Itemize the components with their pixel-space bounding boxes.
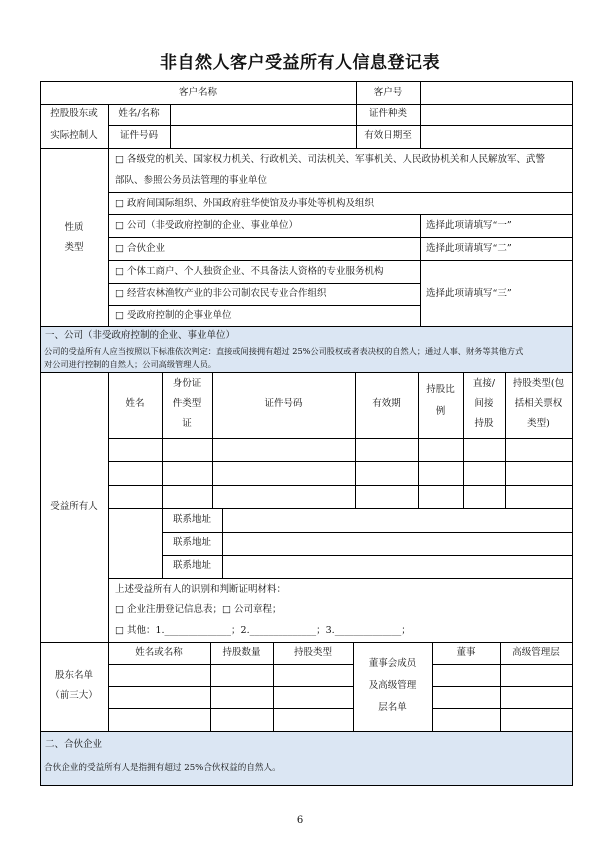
shareholders-label-1: 股东名单 [54,670,93,681]
col-name: 姓名 [125,398,145,409]
col-idtype-0: 证 [182,418,192,429]
col-idtype-1: 身份证 [172,378,202,389]
page-number: 6 [296,815,304,826]
board-label-2: 及高级管理 [368,680,417,691]
nature-option-2[interactable]: □ 政府间国际组织、外国政府驻华使馆及办事处等机构及组织 [115,198,374,209]
col-ratio-1: 持股比 [426,384,455,395]
nature-option-6[interactable]: □ 经营农林渔牧产业的非公司制农民专业合作组织 [115,288,327,299]
nature-label-2: 类型 [64,242,84,253]
contact-address-3: 联系地址 [172,560,211,571]
section2-heading: 二、合伙企业 [45,739,103,750]
board-label-3: 层名单 [378,702,407,713]
col-valid: 有效期 [372,398,401,409]
sh-col-type: 持股类型 [293,647,332,658]
section1-desc-2: 对公司进行控制的自然人；公司高级管理人员。 [44,359,216,369]
col-senior: 高级管理层 [512,647,560,658]
name-label: 姓名/名称 [118,108,160,119]
valid-until-label: 有效日期至 [364,130,412,141]
nature-option-3[interactable]: □ 公司（非受政府控制的企业、事业单位） [115,220,298,231]
col-idtype-2: 件类型 [172,398,202,409]
nature-option-4-note: 选择此项请填写“二” [426,243,512,254]
id-type-label: 证件种类 [368,108,407,119]
nature-option-5[interactable]: □ 个体工商户、个人独资企业、不具备法人资格的专业服务机构 [115,266,384,277]
materials-option-1[interactable]: □ 企业注册登记信息表；□ 公司章程； [115,604,282,615]
col-direct-3: 持股 [474,418,494,429]
section2-band [40,731,573,786]
sh-col-qty: 持股数量 [222,647,261,658]
client-name-label: 客户名称 [178,87,217,98]
sh-col-name: 姓名或名称 [135,647,183,658]
contact-address-1: 联系地址 [172,514,211,525]
section1-heading: 一、公司（非受政府控制的企业、事业单位） [45,330,236,341]
col-direct-2: 间接 [474,398,494,409]
col-type-3: 类型) [527,418,550,429]
nature-option-3-note: 选择此项请填写“一” [426,220,512,231]
col-type-2: 括相关票权 [514,398,563,409]
board-label-1: 董事会成员 [368,658,417,669]
nature-option-6-note: 选择此项请填写“三” [426,288,512,299]
id-no-label: 证件号码 [119,130,158,141]
client-no-label: 客户号 [373,87,403,98]
controller-label-2: 实际控制人 [50,130,98,141]
col-direct-1: 直接/ [472,378,496,389]
nature-label-1: 性质 [64,222,84,233]
materials-option-2[interactable]: □ 其他：1.______________；2.______________；3.______________； [115,625,411,636]
materials-label: 上述受益所有人的识别和判断证明材料： [115,584,287,595]
col-idno: 证件号码 [264,398,303,409]
nature-option-7[interactable]: □ 受政府控制的企事业单位 [115,310,232,321]
col-ratio-2: 例 [435,406,446,417]
col-type-1: 持股类型(包 [512,378,565,389]
nature-option-1-line1[interactable]: □ 各级党的机关、国家权力机关、行政机关、司法机关、军事机关、人民政协机关和人民解放军、武警 [115,154,545,165]
section2-desc: 合伙企业的受益所有人是指拥有超过 25%合伙权益的自然人。 [44,763,281,773]
page-title: 非自然人客户受益所有人信息登记表 [160,53,440,73]
shareholders-label-2: （前三大） [50,690,98,701]
beneficiary-label: 受益所有人 [50,501,98,512]
section1-desc-1: 公司的受益所有人应当按照以下标准依次判定：直接或间接拥有超过 25%公司股权或者表决权的自然人；通过人事、财务等其他方式 [44,346,524,356]
contact-address-2: 联系地址 [172,537,211,548]
nature-option-1-line2: 部队、参照公务员法管理的事业单位 [115,175,268,186]
nature-option-4[interactable]: □ 合伙企业 [115,243,165,254]
col-director: 董事 [456,647,476,658]
controller-label-1: 控股股东或 [50,108,98,119]
